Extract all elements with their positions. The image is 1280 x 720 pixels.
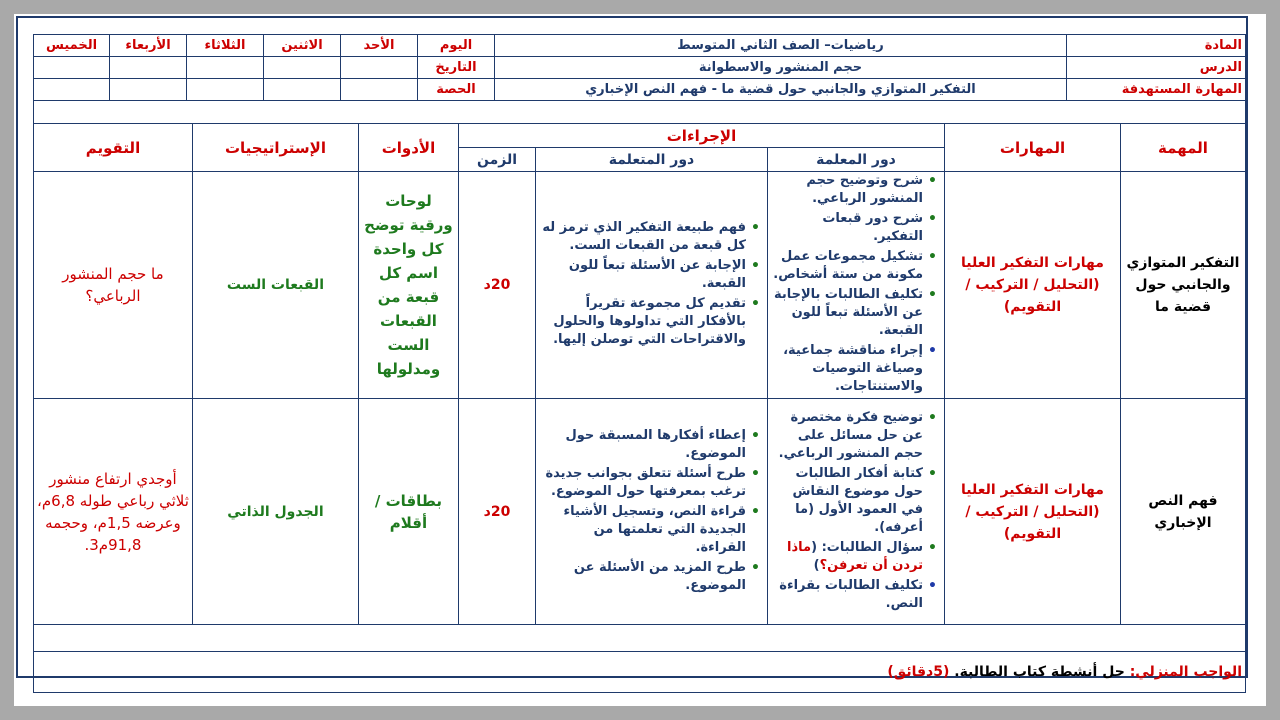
period-label: الحصة: [418, 79, 495, 101]
header-teacher-role: دور المعلمة: [768, 148, 945, 172]
lesson-plan: [22, 22, 1246, 688]
subject-value: رياضيات– الصف الثاني المتوسط: [495, 35, 1067, 57]
header-time: الزمن: [458, 148, 535, 172]
day-monday: الاثنين: [264, 35, 341, 57]
list-item: • إجراء مناقشة جماعية، وصياغة التوصيات والاستنتاجات.: [771, 342, 923, 396]
list-item: • كتابة أفكار الطالبات حول موضوع النقاش في العمود الأول (ما أعرفه).: [771, 465, 923, 537]
homework-label: الواجب المنزلي:: [1129, 664, 1242, 680]
day-label: اليوم: [418, 35, 495, 57]
lesson-label: الدرس: [1067, 57, 1246, 79]
list-item: • سؤال الطالبات: (ماذا تردن أن تعرفن؟): [771, 539, 923, 575]
header-skills: المهارات: [945, 124, 1121, 172]
period-cell: [34, 79, 110, 101]
list-item: • شرح وتوضيح حجم المنشور الرباعي.: [771, 172, 923, 208]
strategy-cell: القبعات الست: [192, 172, 358, 399]
date-cell: [34, 57, 110, 79]
list-item: • طرح المزيد من الأسئلة عن الموضوع.: [539, 559, 746, 595]
student-role-cell: [536, 399, 768, 625]
list-item: • طرح أسئلة تتعلق بجوانب جديدة ترغب بمعرفتها حول الموضوع.: [539, 465, 746, 501]
list-item: • تكليف الطالبات بقراءة النص.: [771, 577, 923, 613]
strategy-cell: الجدول الذاتي: [192, 399, 358, 625]
teacher-question: ماذا تردن أن تعرفن؟: [787, 539, 923, 573]
day-tuesday: الثلاثاء: [187, 35, 264, 57]
day-thursday: الخميس: [34, 35, 110, 57]
list-item: • الإجابة عن الأسئلة تبعاً للون القبعة.: [539, 257, 746, 293]
evaluation-cell: أوجدي ارتفاع منشور ثلاثي رباعي طوله 6,8م، وعرضه 1,5م، وحجمه 91,8م3.: [33, 399, 192, 625]
teacher-role-cell: [768, 172, 945, 399]
list-item: • شرح دور قبعات التفكير.: [771, 210, 923, 246]
day-wednesday: الأربعاء: [110, 35, 187, 57]
list-item: • فهم طبيعة التفكير الذي ترمز له كل قبعة من القبعات الست.: [539, 219, 746, 255]
date-cell: [341, 57, 418, 79]
task-cell: التفكير المتوازي والجانبي حول قضية ما: [1121, 172, 1246, 399]
table-row: [33, 172, 1245, 399]
task-cell: فهم النص الإخباري: [1121, 399, 1246, 625]
list-item: • تكليف الطالبات بالإجابة عن الأسئلة تبعاً للون القبعة.: [771, 286, 923, 340]
time-cell: 20د: [458, 172, 535, 399]
date-cell: [187, 57, 264, 79]
spacer-row: [33, 625, 1245, 652]
homework-duration: (5دقائق): [887, 664, 950, 680]
period-cell: [187, 79, 264, 101]
period-cell: [341, 79, 418, 101]
skill-label: المهارة المستهدفة: [1067, 79, 1246, 101]
list-item: • تشكيل مجموعات عمل مكونة من ستة أشخاص.: [771, 248, 923, 284]
skills-cell: مهارات التفكير العليا (التحليل / التركيب / التقويم): [945, 399, 1121, 625]
header-evaluation: التقويم: [33, 124, 192, 172]
header-strategies: الإستراتيجيات: [192, 124, 358, 172]
table-row: [33, 399, 1245, 625]
main-table: [33, 123, 1246, 693]
header-tools: الأدوات: [358, 124, 458, 172]
homework-row: [33, 652, 1245, 693]
lesson-value: حجم المنشور والاسطوانة: [495, 57, 1067, 79]
date-cell: [110, 57, 187, 79]
student-role-cell: [536, 172, 768, 399]
homework-text: حل أنشطة كتاب الطالبة.: [954, 664, 1125, 680]
evaluation-cell: ما حجم المنشور الرباعي؟: [33, 172, 192, 399]
skill-value: التفكير المتوازي والجانبي حول قضية ما - فهم النص الإخباري: [495, 79, 1067, 101]
header-student-role: دور المتعلمة: [536, 148, 768, 172]
tools-cell: بطاقات / أقلام: [358, 399, 458, 625]
spacer-row: [34, 101, 1246, 124]
date-label: التاريخ: [418, 57, 495, 79]
tools-cell: لوحات ورقية توضح كل واحدة اسم كل قبعة من القبعات الست ومدلولها: [358, 172, 458, 399]
skills-cell: مهارات التفكير العليا (التحليل / التركيب / التقويم): [945, 172, 1121, 399]
info-table: [33, 34, 1246, 124]
list-item: • قراءة النص، وتسجيل الأشياء الجديدة التي تعلمتها من القراءة.: [539, 503, 746, 557]
subject-label: المادة: [1067, 35, 1246, 57]
time-cell: 20د: [458, 399, 535, 625]
date-cell: [264, 57, 341, 79]
day-sunday: الأحد: [341, 35, 418, 57]
list-item: • توضيح فكرة مختصرة عن حل مسائل على حجم المنشور الرباعي.: [771, 409, 923, 463]
header-task: المهمة: [1121, 124, 1246, 172]
list-item: • تقديم كل مجموعة تقريراً بالأفكار التي تداولوها والحلول والاقتراحات التي توصلن إليها.: [539, 295, 746, 349]
period-cell: [264, 79, 341, 101]
header-procedures: الإجراءات: [458, 124, 944, 148]
period-cell: [110, 79, 187, 101]
list-item: • إعطاء أفكارها المسبقة حول الموضوع.: [539, 427, 746, 463]
teacher-role-cell: [768, 399, 945, 625]
